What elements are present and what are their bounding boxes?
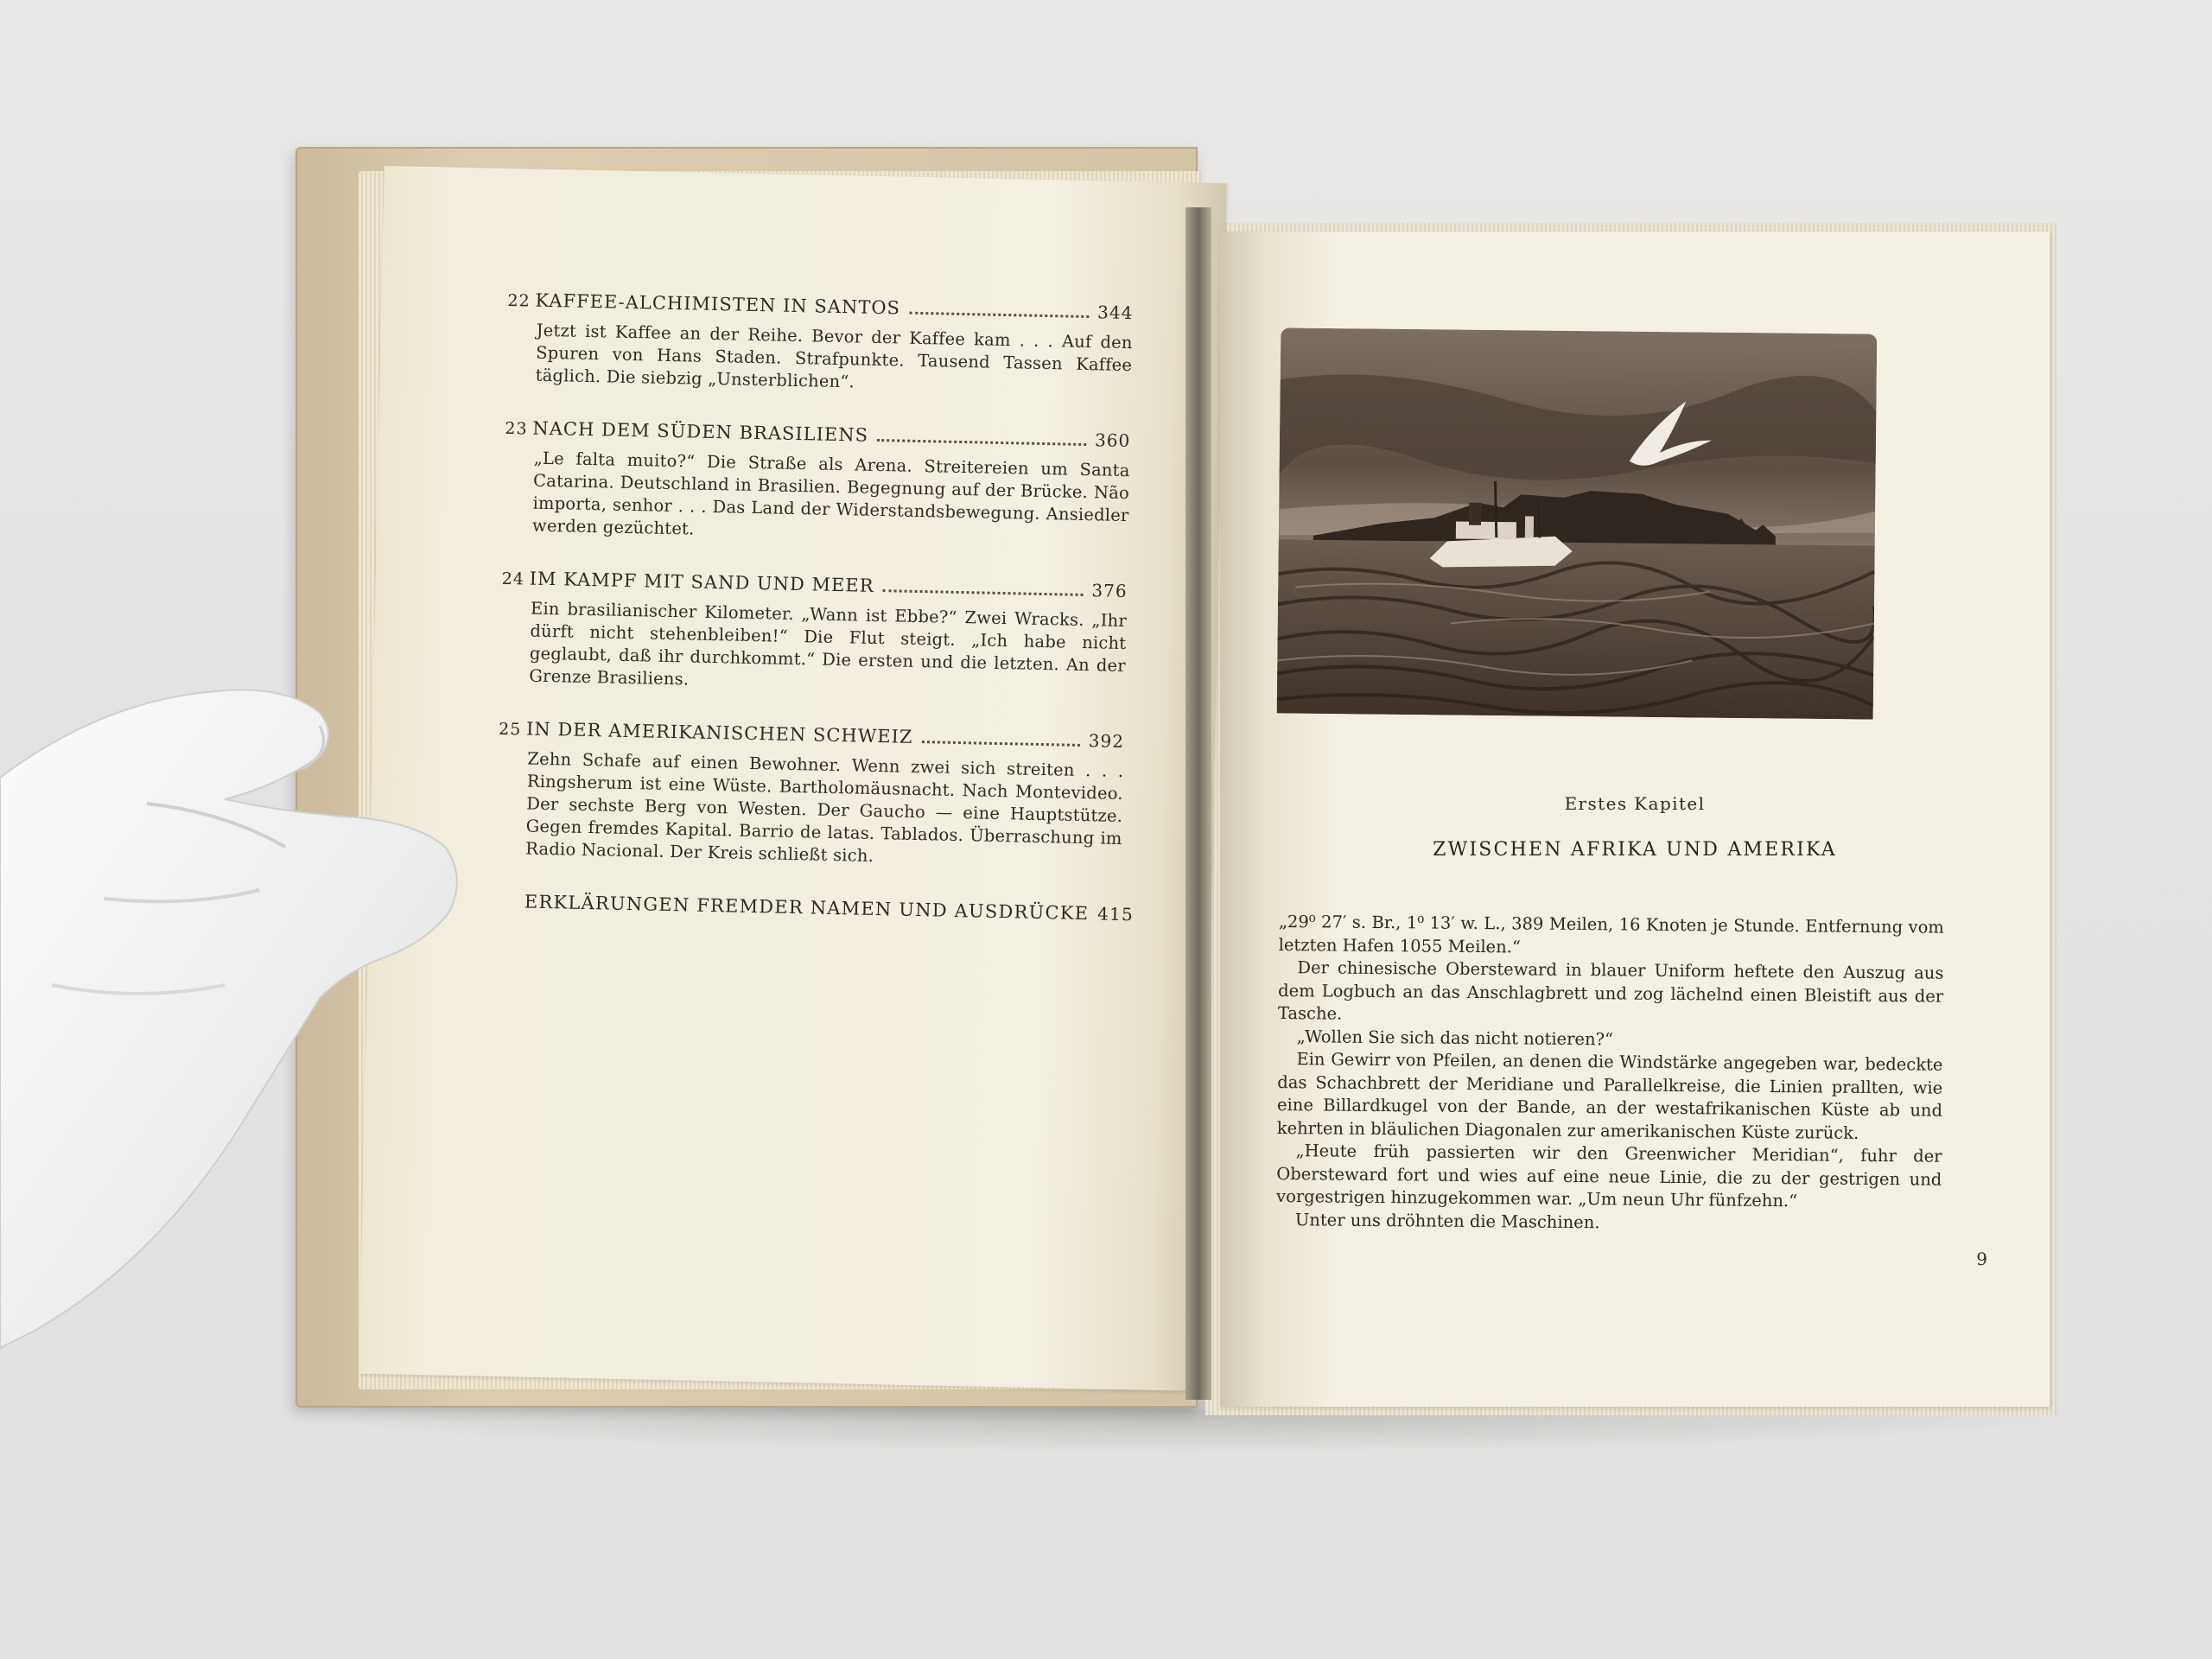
white-glove-hand [0, 674, 467, 1400]
toc-entry [498, 718, 1125, 873]
toc-title: NACH DEM SÜDEN BRASILIENS [532, 417, 869, 446]
toc-final-page: 415 [1096, 903, 1135, 925]
toc-title: IN DER AMERIKANISCHEN SCHWEIZ [525, 718, 913, 747]
paragraph: „29⁰ 27′ s. Br., 1⁰ 13′ w. L., 389 Meilen, 16 Knoten je Stunde. Entfernung vom letzten Hafen 1055 Meilen.“ [1278, 912, 1944, 957]
toc-number: 25 [498, 719, 522, 740]
paragraph: „Wollen Sie sich das nicht notieren?“ [1296, 1026, 1614, 1049]
toc-page-number: 392 [1088, 730, 1125, 753]
toc-description: Ein brasilianischer Kilometer. „Wann ist Ebbe?“ Zwei Wracks. „Ihr dürft nicht stehenbleiben!“ Die Flut steigt. „Ich habe nicht geglaubt, daß ihr durchkommt.“ Die ersten und die letzten. An der Grenze Brasiliens. [529, 598, 1128, 690]
toc-entry [505, 417, 1131, 550]
paragraph: Der chinesische Obersteward in blauer Uniform heftete den Auszug aus dem Logbuch an das Anschlagbrett und zog lächelnd einen Bleistift aus der Tasche. [1277, 957, 1944, 1024]
toc-title: KAFFEE-ALCHIMISTEN IN SANTOS [535, 289, 901, 319]
toc-page-number: 376 [1091, 580, 1128, 602]
toc-description: „Le falta muito?“ Die Straße als Arena. Streitereien um Santa Catarina. Deutschland in Brasilien. Begegnung auf der Brücke. Não importa, senhor . . . Das Land der Widerstandsbewegung. Ansiedler werden gezüchtet. [531, 448, 1130, 539]
toc-title: IM KAMPF MIT SAND UND MEER [529, 568, 874, 596]
page-number: 9 [1976, 1249, 1987, 1269]
table-of-contents [498, 289, 1135, 925]
toc-description: Zehn Schafe auf einen Bewohner. Wenn zwei sich streiten . . . Ringsherum ist eine Wüste. Bartholomäusnacht. Nach Montevideo. Der sechste Berg von Westen. Der Gaucho — eine Hauptstütze. Gegen fremdes Kapital. Barrio de latas. Tablados. Überraschung im Radio Nacional. Der Kreis schließt sich. [524, 748, 1124, 866]
chapter-label: Erstes Kapitel [1564, 793, 1706, 814]
right-page [1220, 232, 2050, 1407]
toc-number: 24 [501, 569, 525, 589]
paragraph: „Heute früh passierten wir den Greenwicher Meridian“, fuhr der Obersteward fort und wies auf eine neue Linie, die zu der gestrigen und vorgestrigen hinzugekommen war. „Um neun Uhr fünfzehn.“ [1276, 1141, 1942, 1211]
toc-page-number: 344 [1096, 302, 1134, 324]
left-page [359, 166, 1226, 1391]
toc-final-entry [524, 891, 1135, 925]
toc-number: 22 [507, 290, 531, 311]
chapter-title: ZWISCHEN AFRIKA UND AMERIKA [1433, 839, 1837, 861]
toc-leader-dots [877, 439, 1086, 446]
toc-entry [507, 289, 1134, 399]
toc-page-number: 360 [1094, 429, 1131, 452]
paragraph: Unter uns dröhnten die Maschinen. [1294, 1209, 1600, 1232]
ship-illustration [1277, 327, 1878, 719]
toc-leader-dots [909, 312, 1089, 318]
toc-leader-dots [882, 589, 1083, 596]
toc-leader-dots [921, 741, 1079, 747]
toc-entry [501, 568, 1128, 700]
toc-final-title: ERKLÄRUNGEN FREMDER NAMEN UND AUSDRÜCKE [524, 891, 1090, 925]
toc-number: 23 [505, 418, 528, 439]
chapter-body [1276, 911, 1944, 1237]
toc-description: Jetzt ist Kaffee an der Reihe. Bevor der Kaffee kam . . . Auf den Spuren von Hans Staden. Strafpunkte. Tausend Tassen Kaffee täglich. Die siebzig „Unsterblichen“. [535, 320, 1133, 392]
book-gutter [1185, 207, 1211, 1400]
paragraph: Ein Gewirr von Pfeilen, an denen die Windstärke angegeben war, bedeckte das Schachbrett der Meridiane und Parallelkreise, die Linien prallten, wie eine Billardkugel von der Bande, an der westafrikanischen Küste ab und kehrten in bläulichen Diagonalen zur amerikanischen Küste zurück. [1276, 1049, 1943, 1143]
